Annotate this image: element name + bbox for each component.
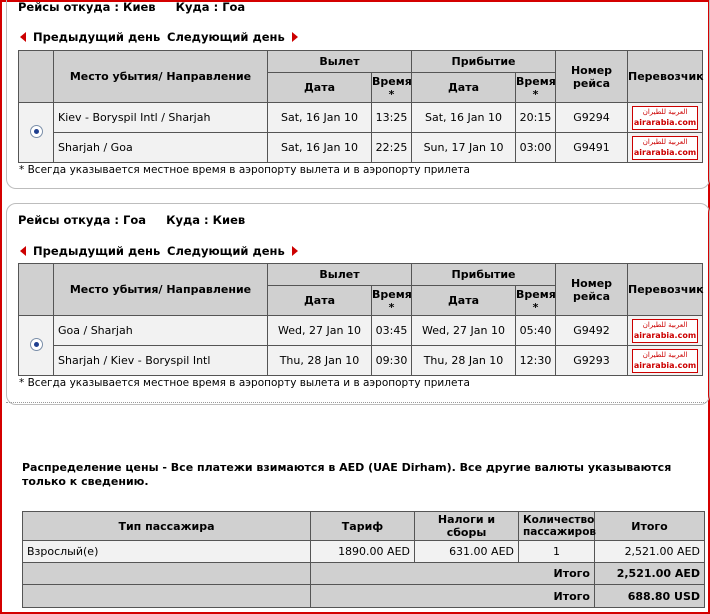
divider xyxy=(6,402,706,403)
dep-time-cell: 13:25 xyxy=(372,103,412,133)
total-usd-value: 688.80 USD xyxy=(595,585,705,608)
outbound-select-radio-cell[interactable] xyxy=(19,103,54,163)
arr-date-cell: Sun, 17 Jan 10 xyxy=(412,133,516,163)
arr-date-cell: Sat, 16 Jan 10 xyxy=(412,103,516,133)
total-aed-value: 2,521.00 AED xyxy=(595,563,705,585)
dep-time-cell: 09:30 xyxy=(372,346,412,376)
pax-count-header: Количество пассажиров xyxy=(519,512,595,541)
inbound-flights-table xyxy=(18,263,703,376)
flight-number-cell: G9492 xyxy=(556,316,628,346)
empty-cell xyxy=(23,563,311,585)
pax-type-cell: Взрослый(е) xyxy=(23,541,311,563)
select-column-header xyxy=(19,51,54,103)
dep-time-header: Время * xyxy=(372,287,412,314)
carrier-cell xyxy=(628,316,703,346)
fare-cell: 1890.00 AED xyxy=(311,541,415,563)
dep-date-cell: Sat, 16 Jan 10 xyxy=(268,103,372,133)
arr-time-header: Время * xyxy=(516,74,556,101)
arrival-header: Прибытие xyxy=(412,264,556,286)
flight-number-cell: G9491 xyxy=(556,133,628,163)
dep-date-cell: Sat, 16 Jan 10 xyxy=(268,133,372,163)
table-row xyxy=(19,316,703,346)
local-time-note: * Всегда указывается местное время в аэропорту вылета и в аэропорту прилета xyxy=(19,377,470,389)
dep-date-header: Дата xyxy=(268,286,372,316)
carrier-cell xyxy=(628,346,703,376)
empty-cell xyxy=(23,585,311,608)
airarabia-logo: العربية للطيران airarabia.com xyxy=(632,319,698,343)
local-time-note: * Всегда указывается местное время в аэропорту вылета и в аэропорту прилета xyxy=(19,164,470,176)
carrier-cell xyxy=(628,103,703,133)
arr-time-cell: 05:40 xyxy=(516,316,556,346)
outbound-prev-day-link[interactable]: Предыдущий день xyxy=(20,30,160,44)
dep-time-cell: 22:25 xyxy=(372,133,412,163)
total-aed-label: Итого xyxy=(311,563,595,585)
inbound-prev-day-link[interactable]: Предыдущий день xyxy=(20,244,160,258)
departure-header: Вылет xyxy=(268,264,412,286)
arr-time-header: Время * xyxy=(516,287,556,314)
total-usd-label: Итого xyxy=(311,585,595,608)
airarabia-logo: العربية للطيران airarabia.com xyxy=(632,136,698,160)
dep-time-header: Время * xyxy=(372,74,412,101)
dep-date-cell: Thu, 28 Jan 10 xyxy=(268,346,372,376)
fare-header: Тариф xyxy=(311,512,415,541)
direction-cell: Goa / Sharjah xyxy=(54,316,268,346)
flight-number-cell: G9293 xyxy=(556,346,628,376)
inbound-select-radio[interactable] xyxy=(30,338,43,351)
direction-cell: Sharjah / Goa xyxy=(54,133,268,163)
inbound-select-radio-cell[interactable] xyxy=(19,316,54,376)
inbound-route: Рейсы откуда : Гоа Куда : Киев xyxy=(18,213,246,227)
total-header: Итого xyxy=(595,512,705,541)
airarabia-logo: العربية للطيران airarabia.com xyxy=(632,349,698,373)
arr-date-header: Дата xyxy=(412,73,516,103)
carrier-header: Перевозчик xyxy=(628,51,703,103)
direction-cell: Kiev - Boryspil Intl / Sharjah xyxy=(54,103,268,133)
arrival-header: Прибытие xyxy=(412,51,556,73)
carrier-header: Перевозчик xyxy=(628,264,703,316)
table-row xyxy=(23,541,705,563)
line-total-cell: 2,521.00 AED xyxy=(595,541,705,563)
table-row xyxy=(19,103,703,133)
table-row xyxy=(23,563,705,585)
tax-header: Налоги и сборы xyxy=(415,512,519,541)
outbound-select-radio[interactable] xyxy=(30,125,43,138)
outbound-next-day-link[interactable]: Следующий день xyxy=(167,30,298,44)
direction-header: Место убытия/ Направление xyxy=(54,51,268,103)
dep-time-cell: 03:45 xyxy=(372,316,412,346)
arr-time-cell: 03:00 xyxy=(516,133,556,163)
chevron-right-icon xyxy=(292,32,298,42)
table-row xyxy=(23,585,705,608)
flight-number-header: Номер рейса xyxy=(556,264,628,316)
select-column-header xyxy=(19,264,54,316)
table-row xyxy=(19,346,703,376)
dep-date-cell: Wed, 27 Jan 10 xyxy=(268,316,372,346)
direction-cell: Sharjah / Kiev - Boryspil Intl xyxy=(54,346,268,376)
flight-number-header: Номер рейса xyxy=(556,51,628,103)
table-row xyxy=(19,133,703,163)
outbound-route: Рейсы откуда : Киев Куда : Гоа xyxy=(18,0,246,14)
carrier-cell xyxy=(628,133,703,163)
chevron-left-icon xyxy=(20,246,26,256)
outbound-flights-table xyxy=(18,50,703,163)
chevron-left-icon xyxy=(20,32,26,42)
chevron-right-icon xyxy=(292,246,298,256)
arr-date-header: Дата xyxy=(412,286,516,316)
price-breakdown-heading: Распределение цены - Все платежи взимаются в AED (UAE Dirham). Все другие валюты указываются только к сведению. xyxy=(22,461,672,488)
pax-count-cell: 1 xyxy=(519,541,595,563)
pax-type-header: Тип пассажира xyxy=(23,512,311,541)
airarabia-logo: العربية للطيران airarabia.com xyxy=(632,106,698,130)
arr-date-cell: Thu, 28 Jan 10 xyxy=(412,346,516,376)
arr-date-cell: Wed, 27 Jan 10 xyxy=(412,316,516,346)
inbound-next-day-link[interactable]: Следующий день xyxy=(167,244,298,258)
arr-time-cell: 12:30 xyxy=(516,346,556,376)
flight-number-cell: G9294 xyxy=(556,103,628,133)
price-table xyxy=(22,511,705,608)
dep-date-header: Дата xyxy=(268,73,372,103)
direction-header: Место убытия/ Направление xyxy=(54,264,268,316)
departure-header: Вылет xyxy=(268,51,412,73)
tax-cell: 631.00 AED xyxy=(415,541,519,563)
arr-time-cell: 20:15 xyxy=(516,103,556,133)
